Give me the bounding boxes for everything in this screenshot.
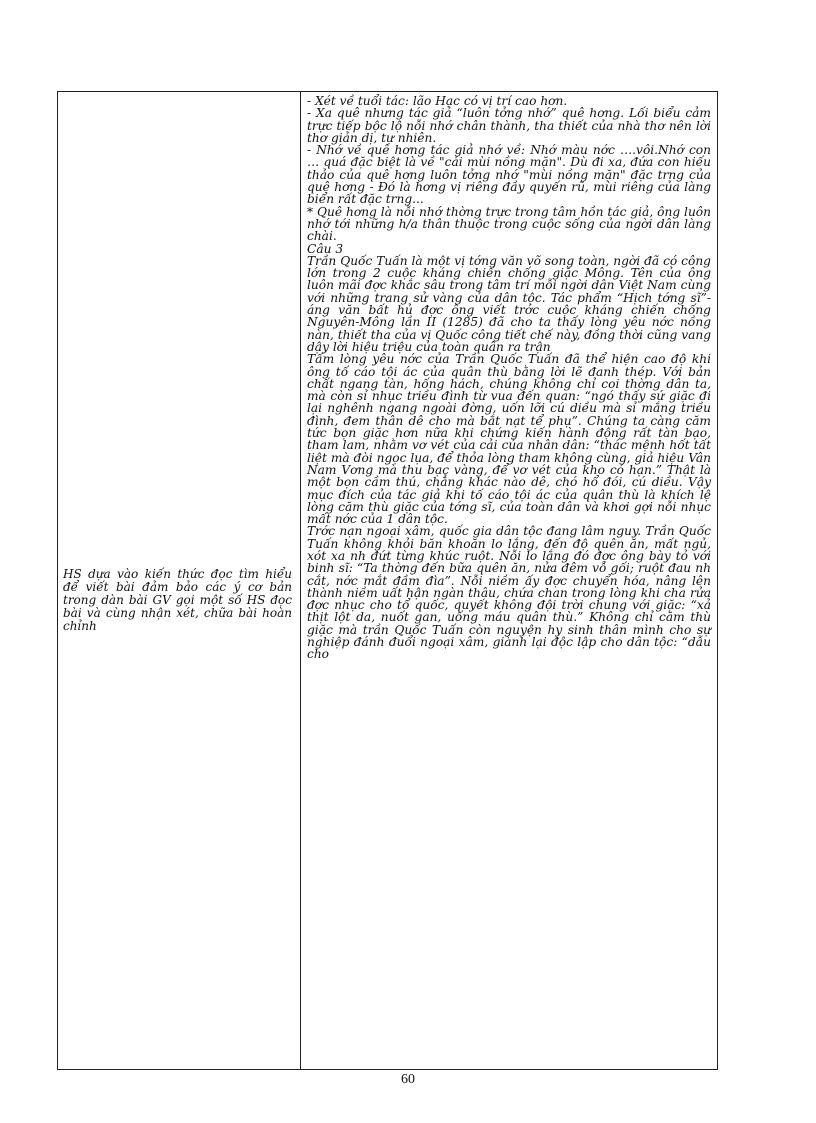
content-paragraph: Trần Quốc Tuấn là một vị tớng văn võ song toàn, ngời đã có công lớn trong 2 cuộc kháng chiến chống giặc Mông. Tên của ông luôn mãi đợc khắc sâu trong tâm trí mỗi ngời dân Việt Nam cùng với những trang sử vàng của dân tộc. Tác phẩm “Hịch tớng sĩ”-áng văn bất hủ đợc ông viết trớc cuộc kháng chiến chống Nguyên-Mông lần II (1285) đã cho ta thấy lòng yêu nớc nồng nàn, thiết tha của vị Quốc công tiết chế này, đồng thời cũng vang dậy lời hiệu triệu của toàn quân ra trận (307, 253, 711, 354)
content-column (301, 92, 717, 1069)
content-paragraph: - Xa quê nhưng tác giả “luôn tởng nhớ” quê hơng. Lối biểu cảm trực tiếp bộc lộ nỗi nhớ chân thành, tha thiết của nhà thơ nên lời thơ giản dị, tự nhiên. (307, 106, 711, 145)
page-number: 60 (401, 1072, 415, 1087)
content-paragraph: - Nhớ về quê hơng tác giả nhớ về: Nhớ màu nớc ….vôi.Nhớ con … quá đặc biệt là về "cái mùi nồng mặn". Dù đi xa, đứa con hiếu thảo của quê hơng luôn tởng nhớ "mùi nồng mặn" đặc trng của quê hơng - Đó là hơng vị riêng đầy quyến rũ, mùi riêng của làng biển rất đặc trng... (307, 143, 711, 207)
activity-column (58, 92, 301, 1069)
content-text (307, 95, 711, 661)
content-paragraph: Trớc nạn ngoại xâm, quốc gia dân tộc đang lâm nguy. Trần Quốc Tuấn không khỏi băn khoăn lo lắng, đến độ quên ăn, mất ngủ, xót xa nh đứt từng khúc ruột. Nỗi lo lắng đó đợc ông bày tỏ với binh sĩ: “Ta thờng đến bữa quên ăn, nửa đêm vỗ gối; ruột đau nh cắt, nớc mắt đầm đìa”. Nỗi niềm ấy đợc chuyển hóa, nâng lên thành niềm uất hận ngàn thâu, chứa chan trong lòng khi cha rửa đợc nhục cho tổ quốc, quyết không đội trời chung với giặc: “xả thịt lột da, nuốt gan, uống máu quân thù.” Không chỉ căm thù giặc mà trần Quốc Tuấn còn nguyện hy sinh thân mình cho sự nghiệp đánh đuổi ngoại xâm, giành lại độc lập cho dân tộc: “dẫu cho (307, 524, 711, 662)
section-heading: Câu 3 (307, 241, 344, 256)
content-table (57, 91, 718, 1070)
activity-text: HS dựa vào kiến thức đọc tìm hiểu để viết bài đảm bảo các ý cơ bản trong dàn bài GV gọi một số HS đọc bài và cùng nhận xét, chữa bài hoàn chỉnh (63, 567, 292, 633)
content-paragraph: - Xét về tuổi tác: lão Hạc có vị trí cao hơn. (307, 94, 568, 108)
content-paragraph: * Quê hơng là nỗi nhớ thờng trực trong tâm hồn tác giả, ông luôn nhớ tới những h/a thân thuộc trong cuộc sống của ngời dân làng chài. (307, 204, 711, 244)
content-paragraph: Tấm lòng yêu nớc của Trần Quốc Tuấn đã thể hiện cao độ khi ông tố cáo tội ác của quân thù bằng lời lẽ đanh thép. Với bản chất ngang tàn, hống hách, chúng không chỉ coi thờng dân ta, mà còn sỉ nhục triều đình từ vua đến quan: “ngó thấy sứ giặc đi lại nghênh ngang ngoài đờng, uốn lỡi cú diều mà sỉ mắng triều đình, đem thân dê cho mà bắt nạt tể phụ”. Chúng ta càng căm tức bọn giặc hơn nữa khi chứng kiến hành động rất tàn bạo, tham lam, nhằm vơ vét của cải của nhân dân: “thác mệnh hốt tất liệt mà đòi ngọc lụa, để thỏa lòng tham không cùng, giả hiệu Vân Nam Vơng mà thu bạc vàng, để vơ vét của kho có hạn.” Thật là một bọn cầm thú, chẳng khác nào dê, chó hổ đói, cú diều. Vậy mục đích của tác giả khi tố cáo tội ác của quân thù là khích lệ lòng căm thù giặc của tớng sĩ, của toàn dân và khơi gợi nỗi nhục mất nớc của 1 dân tộc. (307, 352, 711, 527)
